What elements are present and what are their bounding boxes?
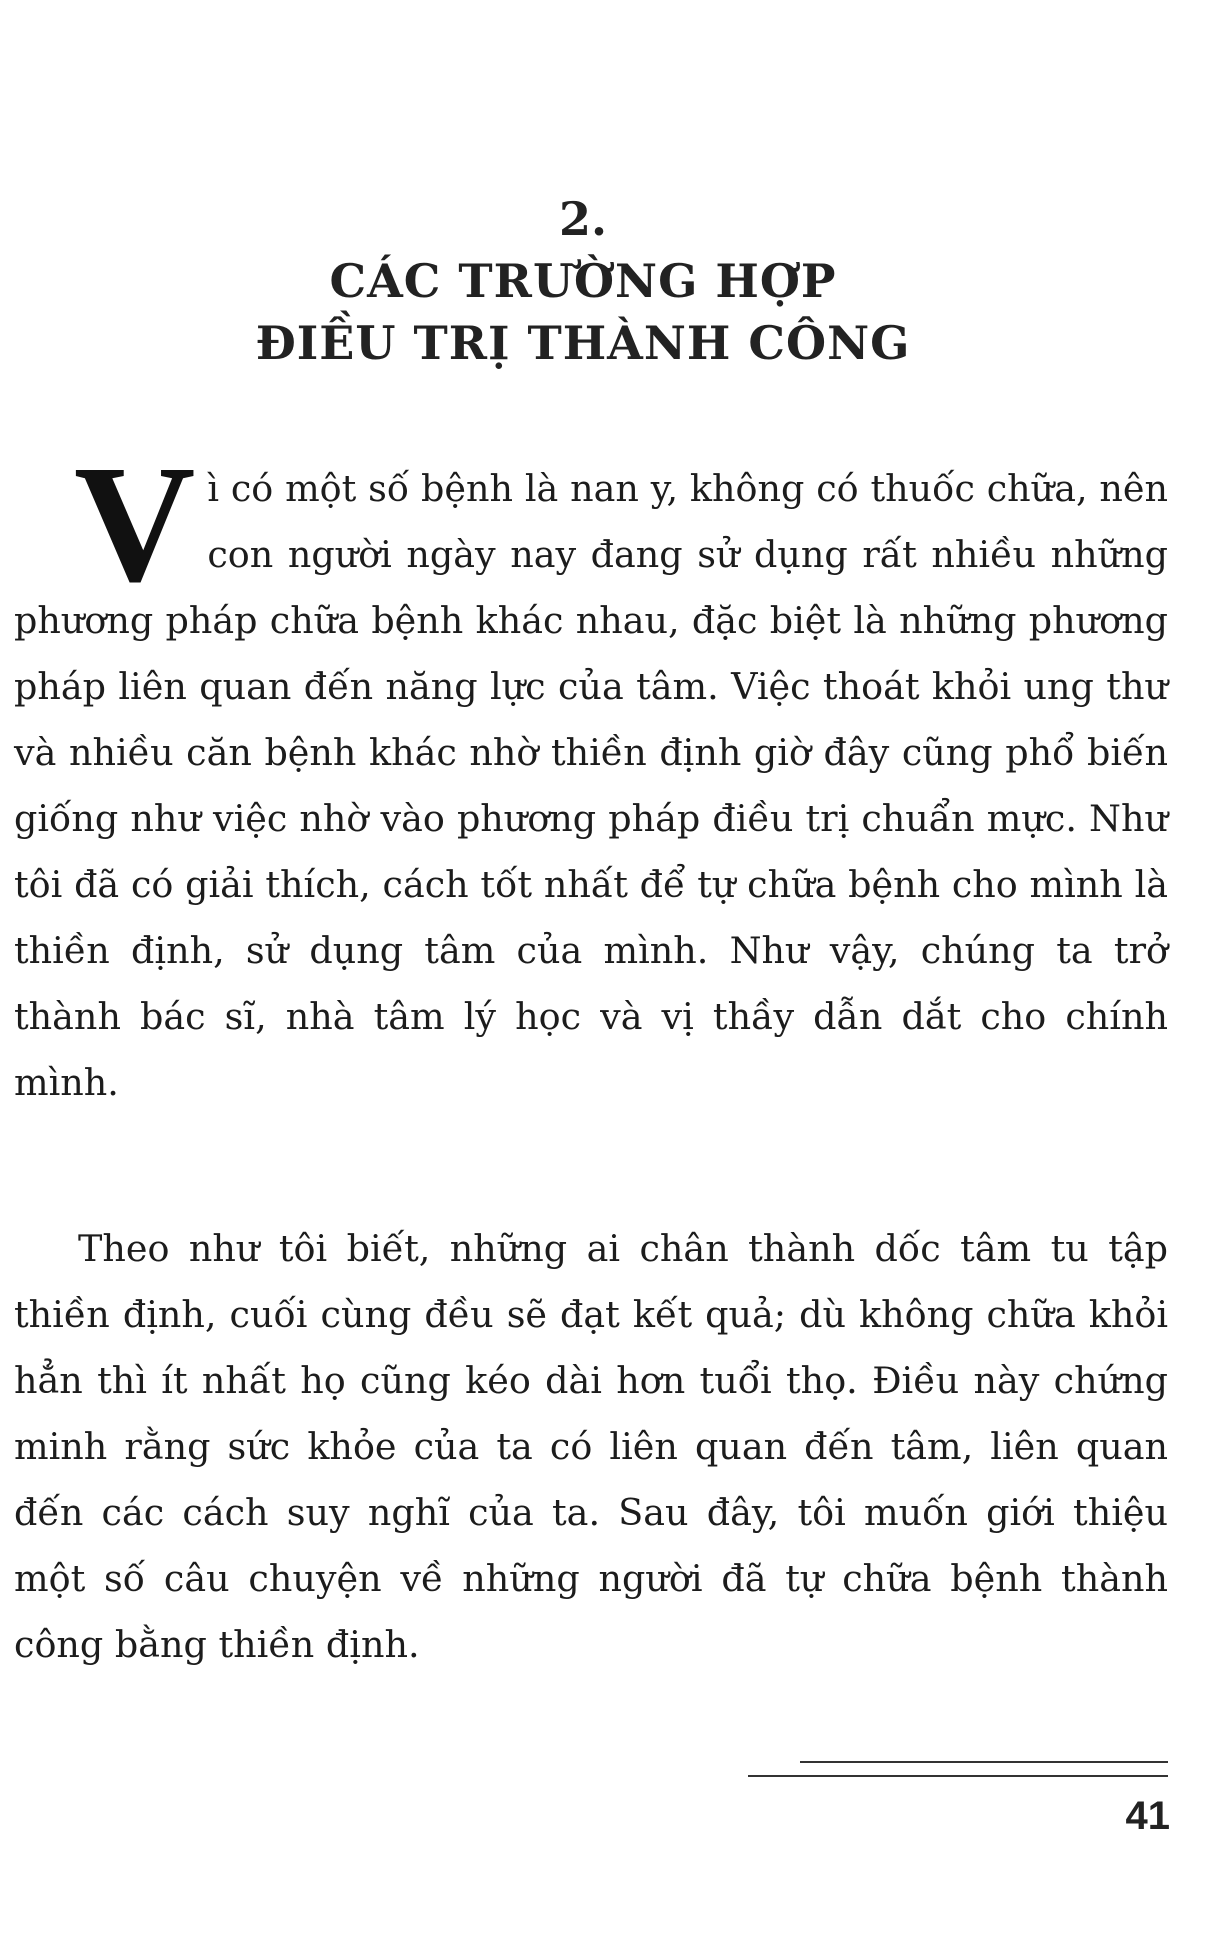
chapter-heading	[0, 188, 1166, 374]
paragraph-2	[14, 1216, 1168, 1678]
drop-cap: V	[74, 431, 196, 617]
page-number: 41	[1125, 1794, 1170, 1838]
footer-rule-bottom	[748, 1775, 1168, 1777]
paragraph-1-text: ì có một số bệnh là nan y, không có thuốc chữa, nên con người ngày nay đang sử dụng rất nhiều những phương pháp chữa bệnh khác nhau, đặc biệt là những phương pháp liên quan đến năng lực của tâm. Việc thoát khỏi ung thư và nhiều căn bệnh khác nhờ thiền định giờ đây cũng phổ biến giống như việc nhờ vào phương pháp điều trị chuẩn mực. Như tôi đã có giải thích, cách tốt nhất để tự chữa bệnh cho mình là thiền định, sử dụng tâm của mình. Như vậy, chúng ta trở thành bác sĩ, nhà tâm lý học và vị thầy dẫn dắt cho chính mình.	[14, 467, 1168, 1104]
footer-rule-top	[800, 1761, 1168, 1763]
chapter-title-line-2: ĐIỀU TRỊ THÀNH CÔNG	[255, 316, 911, 370]
paragraph-1	[14, 431, 1168, 1116]
paragraph-2-text: Theo như tôi biết, những ai chân thành dốc tâm tu tập thiền định, cuối cùng đều sẽ đạt kết quả; dù không chữa khỏi hẳn thì ít nhất họ cũng kéo dài hơn tuổi thọ. Điều này chứng minh rằng sức khỏe của ta có liên quan đến tâm, liên quan đến các cách suy nghĩ của ta. Sau đây, tôi muốn giới thiệu một số câu chuyện về những người đã tự chữa bệnh thành công bằng thiền định.	[14, 1227, 1168, 1666]
chapter-title-line-1: CÁC TRƯỜNG HỢP	[329, 254, 837, 308]
chapter-number: 2.	[558, 192, 608, 246]
